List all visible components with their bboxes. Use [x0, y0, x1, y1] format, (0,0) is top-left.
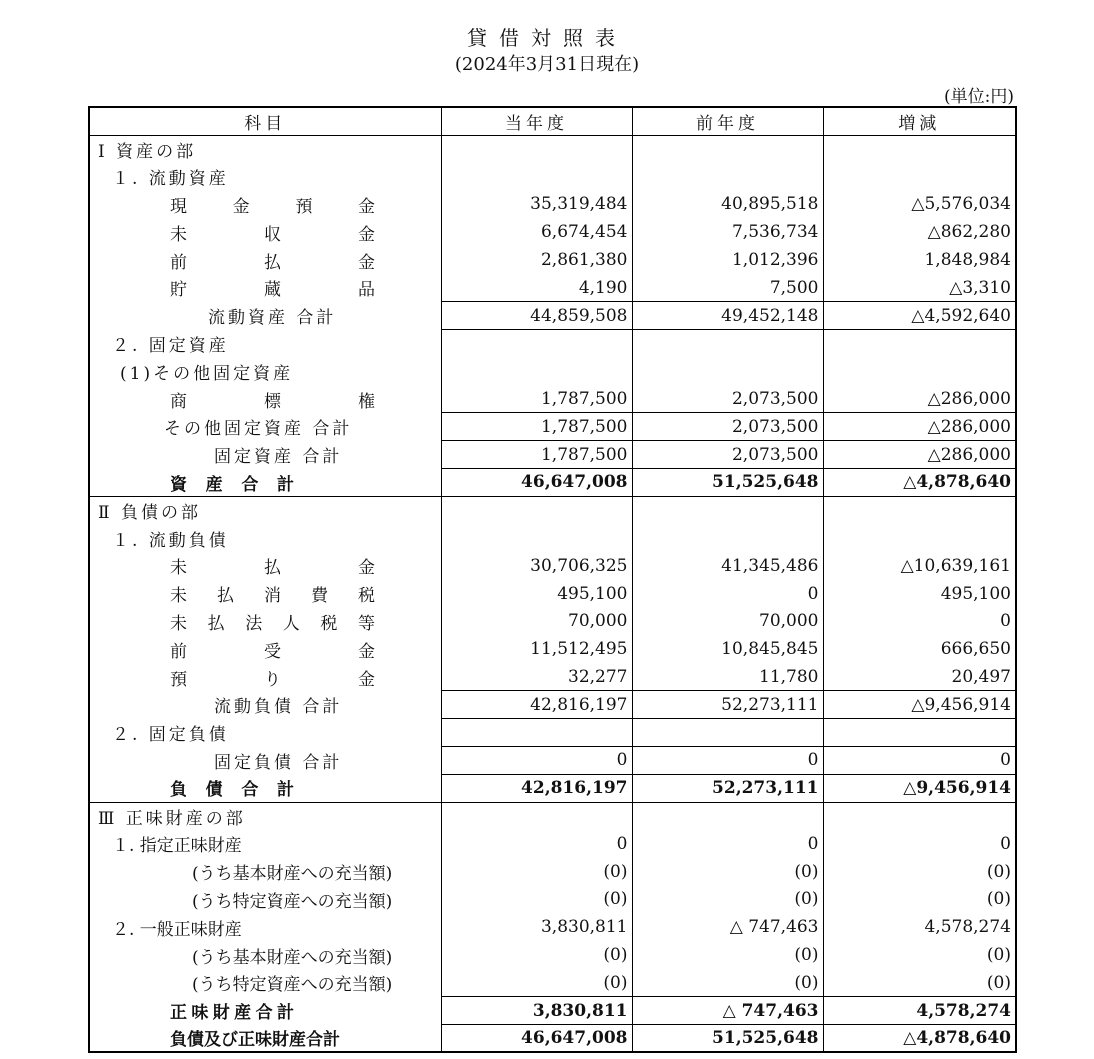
table-row: [89, 774, 1016, 802]
cell-previous-year: [632, 135, 823, 163]
table-row: [89, 580, 1016, 608]
cell-change: [823, 802, 1016, 830]
row-label: [89, 469, 441, 497]
table-row: [89, 913, 1016, 941]
table-row: [89, 385, 1016, 413]
table-row: [89, 691, 1016, 719]
table-row: [89, 719, 1016, 747]
cell-change: 4,578,274: [823, 997, 1016, 1025]
row-label-text: 負 債 合 計: [170, 780, 294, 801]
cell-change: △4,878,640: [823, 469, 1016, 497]
cell-current-year: [441, 496, 632, 524]
row-label-text: 前 受 金: [170, 641, 375, 662]
cell-change: [823, 524, 1016, 552]
cell-current-year: 0: [441, 830, 632, 858]
cell-change: [823, 330, 1016, 358]
cell-previous-year: 2,073,500: [632, 385, 823, 413]
table-row: [89, 163, 1016, 191]
cell-current-year: [441, 357, 632, 385]
cell-current-year: (0): [441, 941, 632, 969]
row-label: [89, 663, 441, 691]
col-header-change: 増減: [823, 107, 1016, 135]
table-row: [89, 608, 1016, 636]
cell-change: △9,456,914: [823, 774, 1016, 802]
cell-current-year: 30,706,325: [441, 552, 632, 580]
row-label: (うち特定資産への充当額): [89, 969, 441, 997]
cell-current-year: [441, 135, 632, 163]
cell-previous-year: 2,073,500: [632, 441, 823, 469]
cell-previous-year: 7,536,734: [632, 218, 823, 246]
cell-previous-year: [632, 330, 823, 358]
cell-change: △286,000: [823, 441, 1016, 469]
report-date: (2024年3月31日現在): [454, 54, 640, 75]
cell-change: 1,848,984: [823, 246, 1016, 274]
cell-current-year: 46,647,008: [441, 469, 632, 497]
cell-current-year: 42,816,197: [441, 774, 632, 802]
row-label: (うち基本財産への充当額): [89, 858, 441, 886]
table-row: [89, 357, 1016, 385]
page-title: 貸借対照表: [467, 26, 627, 50]
cell-current-year: 11,512,495: [441, 635, 632, 663]
table-body: [89, 135, 1016, 1052]
row-label-text: 未 払 消 費 税: [170, 586, 375, 607]
cell-previous-year: [632, 802, 823, 830]
row-label-text: 未 収 金: [170, 224, 375, 245]
cell-previous-year: [632, 524, 823, 552]
cell-change: [823, 135, 1016, 163]
cell-change: (0): [823, 969, 1016, 997]
cell-change: (0): [823, 886, 1016, 914]
row-label-text: 資 産 合 計: [170, 474, 294, 495]
cell-current-year: 44,859,508: [441, 302, 632, 330]
cell-current-year: [441, 524, 632, 552]
row-label: (1)その他固定資産: [89, 357, 441, 385]
cell-change: △4,592,640: [823, 302, 1016, 330]
table-row: [89, 330, 1016, 358]
row-label: その他固定資産 合計: [89, 413, 441, 441]
cell-previous-year: 70,000: [632, 608, 823, 636]
row-label: (うち特定資産への充当額): [89, 886, 441, 914]
cell-current-year: 1,787,500: [441, 385, 632, 413]
cell-previous-year: 41,345,486: [632, 552, 823, 580]
row-label: ２. 固定負債: [89, 719, 441, 747]
table-row: [89, 302, 1016, 330]
cell-change: [823, 357, 1016, 385]
table-row: [89, 246, 1016, 274]
cell-change: △286,000: [823, 385, 1016, 413]
cell-current-year: [441, 719, 632, 747]
row-label: 負債及び正味財産合計: [89, 1025, 441, 1053]
table-row: [89, 552, 1016, 580]
cell-change: 666,650: [823, 635, 1016, 663]
cell-change: 20,497: [823, 663, 1016, 691]
cell-previous-year: 52,273,111: [632, 691, 823, 719]
table-row: [89, 941, 1016, 969]
table-row: [89, 274, 1016, 302]
cell-change: △10,639,161: [823, 552, 1016, 580]
row-label: [89, 552, 441, 580]
table-row: [89, 830, 1016, 858]
cell-change: (0): [823, 858, 1016, 886]
cell-current-year: 1,787,500: [441, 413, 632, 441]
cell-previous-year: △ 747,463: [632, 997, 823, 1025]
row-label: ２. 一般正味財産: [89, 913, 441, 941]
table-row: [89, 802, 1016, 830]
cell-previous-year: (0): [632, 941, 823, 969]
cell-change: △9,456,914: [823, 691, 1016, 719]
cell-current-year: [441, 330, 632, 358]
cell-change: 495,100: [823, 580, 1016, 608]
row-label: [89, 608, 441, 636]
row-label-text: 現 金 預 金: [170, 196, 375, 217]
cell-previous-year: 7,500: [632, 274, 823, 302]
row-label: １. 流動負債: [89, 524, 441, 552]
cell-previous-year: (0): [632, 886, 823, 914]
table-row: [89, 469, 1016, 497]
cell-previous-year: △ 747,463: [632, 913, 823, 941]
cell-previous-year: [632, 719, 823, 747]
cell-change: △862,280: [823, 218, 1016, 246]
cell-previous-year: 1,012,396: [632, 246, 823, 274]
cell-previous-year: 2,073,500: [632, 413, 823, 441]
table-header-row: [89, 107, 1016, 135]
cell-current-year: 2,861,380: [441, 246, 632, 274]
cell-current-year: [441, 163, 632, 191]
cell-change: 0: [823, 608, 1016, 636]
table-row: [89, 524, 1016, 552]
row-label: (うち基本財産への充当額): [89, 941, 441, 969]
cell-previous-year: 0: [632, 747, 823, 775]
row-label: １. 流動資産: [89, 163, 441, 191]
cell-change: △4,878,640: [823, 1025, 1016, 1053]
cell-current-year: 3,830,811: [441, 997, 632, 1025]
row-label: 固定資産 合計: [89, 441, 441, 469]
row-label-text: 未 払 法 人 税 等: [170, 613, 375, 634]
cell-current-year: (0): [441, 858, 632, 886]
row-label-text: 未 払 金: [170, 558, 375, 579]
cell-previous-year: 49,452,148: [632, 302, 823, 330]
cell-current-year: (0): [441, 969, 632, 997]
table-row: [89, 635, 1016, 663]
table-row: [89, 886, 1016, 914]
cell-previous-year: 52,273,111: [632, 774, 823, 802]
table-row: [89, 747, 1016, 775]
cell-change: △286,000: [823, 413, 1016, 441]
table-row: [89, 413, 1016, 441]
cell-current-year: 1,787,500: [441, 441, 632, 469]
cell-change: [823, 719, 1016, 747]
row-label: [89, 635, 441, 663]
row-label: １. 指定正味財産: [89, 830, 441, 858]
row-label: Ⅲ 正味財産の部: [89, 802, 441, 830]
cell-change: △3,310: [823, 274, 1016, 302]
row-label: 固定負債 合計: [89, 747, 441, 775]
row-label-text: 前 払 金: [170, 252, 375, 273]
cell-change: (0): [823, 941, 1016, 969]
row-label: [89, 774, 441, 802]
row-label-text: 商 標 権: [170, 391, 375, 412]
unit-label: (単位:円): [944, 87, 1014, 107]
cell-previous-year: [632, 357, 823, 385]
cell-current-year: 70,000: [441, 608, 632, 636]
row-label-text: 正 味 財 産 合 計: [170, 1003, 294, 1024]
cell-previous-year: 51,525,648: [632, 1025, 823, 1053]
cell-previous-year: 51,525,648: [632, 469, 823, 497]
row-label: 流動資産 合計: [89, 302, 441, 330]
cell-current-year: 46,647,008: [441, 1025, 632, 1053]
row-label: [89, 218, 441, 246]
cell-current-year: 495,100: [441, 580, 632, 608]
cell-previous-year: 0: [632, 830, 823, 858]
cell-current-year: 35,319,484: [441, 191, 632, 219]
col-header-previous: 前年度: [632, 107, 823, 135]
cell-change: 0: [823, 830, 1016, 858]
table-row: [89, 218, 1016, 246]
table-row: [89, 135, 1016, 163]
row-label: [89, 385, 441, 413]
table-row: [89, 663, 1016, 691]
row-label: [89, 580, 441, 608]
cell-change: △5,576,034: [823, 191, 1016, 219]
cell-change: [823, 163, 1016, 191]
cell-current-year: 3,830,811: [441, 913, 632, 941]
row-label: [89, 246, 441, 274]
table-row: [89, 441, 1016, 469]
row-label: ２. 固定資産: [89, 330, 441, 358]
cell-previous-year: 0: [632, 580, 823, 608]
cell-previous-year: 11,780: [632, 663, 823, 691]
row-label: [89, 274, 441, 302]
row-label: Ⅰ 資産の部: [89, 135, 441, 163]
row-label-text: 貯 蔵 品: [170, 280, 375, 301]
table-row: [89, 191, 1016, 219]
cell-previous-year: (0): [632, 858, 823, 886]
cell-change: 0: [823, 747, 1016, 775]
table-row: [89, 496, 1016, 524]
table-row: [89, 997, 1016, 1025]
col-header-account: 科目: [89, 107, 441, 135]
row-label: Ⅱ 負債の部: [89, 496, 441, 524]
cell-current-year: [441, 802, 632, 830]
cell-current-year: 42,816,197: [441, 691, 632, 719]
cell-previous-year: 10,845,845: [632, 635, 823, 663]
table-row: [89, 969, 1016, 997]
row-label-text: 預 り 金: [170, 669, 375, 690]
cell-previous-year: 40,895,518: [632, 191, 823, 219]
row-label: [89, 997, 441, 1025]
row-label: [89, 191, 441, 219]
row-label: 流動負債 合計: [89, 691, 441, 719]
cell-current-year: 32,277: [441, 663, 632, 691]
cell-current-year: 0: [441, 747, 632, 775]
table-row: [89, 1025, 1016, 1053]
table-row: [89, 858, 1016, 886]
cell-previous-year: [632, 163, 823, 191]
cell-change: 4,578,274: [823, 913, 1016, 941]
col-header-current: 当年度: [441, 107, 632, 135]
cell-previous-year: [632, 496, 823, 524]
cell-change: [823, 496, 1016, 524]
cell-current-year: 6,674,454: [441, 218, 632, 246]
cell-current-year: (0): [441, 886, 632, 914]
cell-previous-year: (0): [632, 969, 823, 997]
balance-sheet-table: [88, 106, 1017, 1053]
cell-current-year: 4,190: [441, 274, 632, 302]
